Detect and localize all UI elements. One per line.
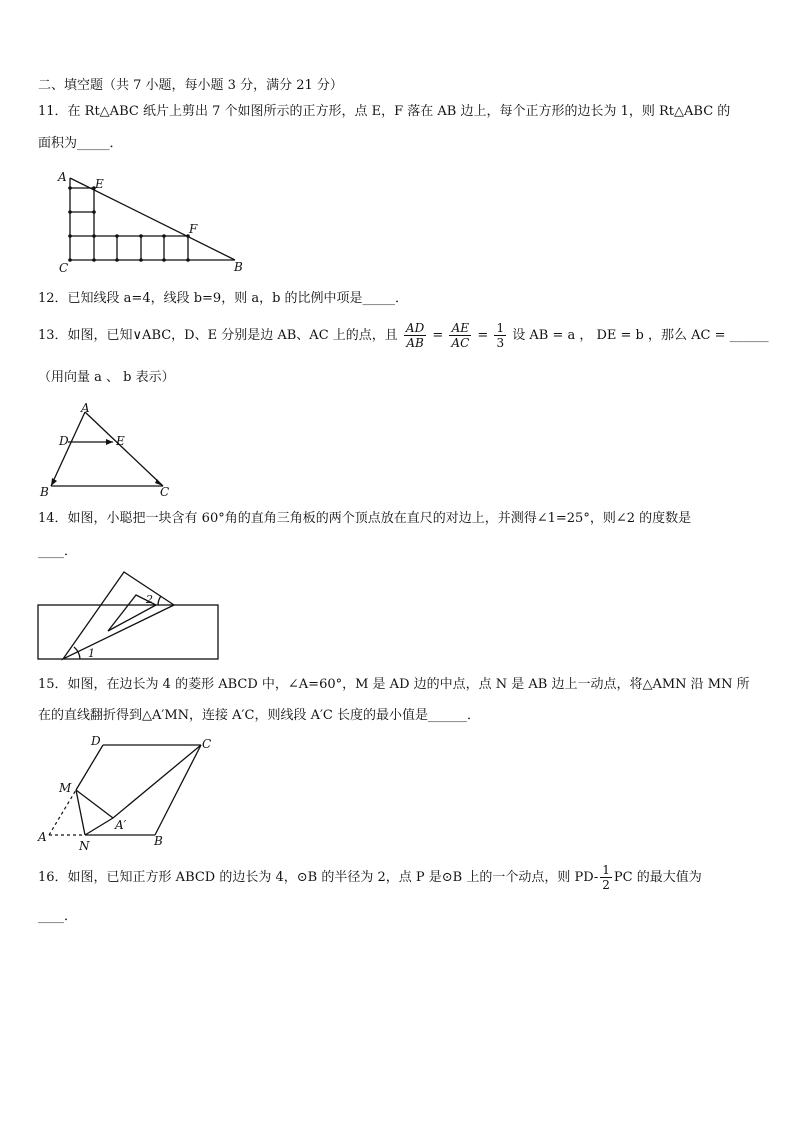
angle-1-label: 1 <box>88 647 95 660</box>
q16-frac-half: $\frac{1}{2}$ <box>602 863 610 892</box>
q13-suffix: 设 AB = a ， DE = b ，那么 AC = ______ <box>512 328 769 343</box>
q11-line1: 11．在 Rt△ABC 纸片上剪出 7 个如图所示的正方形，点 E，F 落在 AB 边上，每个正方形的边长为 1，则 Rt△ABC 的 <box>38 104 731 119</box>
q13-line1 <box>38 318 769 354</box>
label-B: B <box>154 834 163 848</box>
q13-figure <box>35 402 185 498</box>
q14-line1: 14．如图，小聪把一块含有 60°角的直角三角板的两个顶点放在直尺的对边上，并测得∠1=25°，则∠2 的度数是 <box>38 511 692 526</box>
label-A: A <box>38 830 47 844</box>
label-N: N <box>79 839 90 853</box>
label-A: A <box>81 402 90 415</box>
q16-line1 <box>38 860 702 896</box>
label-B: B <box>234 260 243 274</box>
label-D: D <box>59 434 69 448</box>
label-A-prime: A′ <box>115 818 127 832</box>
q15-line1: 15．如图，在边长为 4 的菱形 ABCD 中，∠A=60°，M 是 AD 边的中点，点 N 是 AB 边上一动点，将△AMN 沿 MN 所 <box>38 677 750 692</box>
q16-line2: ____． <box>38 909 78 924</box>
q11-line2: 面积为_____． <box>38 136 123 151</box>
q13-frac-ad-ab: $\frac{AD}{AB}$ <box>405 321 425 350</box>
label-B: B <box>40 485 49 498</box>
q13-line2: （用向量 a 、 b 表示） <box>38 370 175 385</box>
label-C: C <box>59 261 69 275</box>
q13-frac-ae-ac: $\frac{AE}{AC}$ <box>451 321 470 350</box>
q14-figure <box>36 568 222 664</box>
label-C: C <box>160 485 170 498</box>
q15-figure <box>35 733 225 853</box>
angle-2-label: 2 <box>146 593 153 606</box>
label-E: E <box>116 434 125 448</box>
label-D: D <box>91 734 101 748</box>
label-A: A <box>58 170 67 184</box>
section-title: 二、填空题（共 7 小题，每小题 3 分，满分 21 分） <box>38 78 343 93</box>
label-M: M <box>59 781 72 795</box>
q16-suffix: PC 的最大值为 <box>613 870 702 885</box>
label-E: E <box>95 177 104 191</box>
q11-figure <box>55 168 255 276</box>
q15-line2: 在的直线翻折得到△A′MN，连接 A′C，则线段 A′C 长度的最小值是______． <box>38 708 480 723</box>
q14-line2: ____． <box>38 544 78 559</box>
q13-prefix: 13．如图，已知∨ABC，D、E 分别是边 AB、AC 上的点，且 <box>38 328 398 343</box>
label-C: C <box>202 737 212 751</box>
label-F: F <box>189 222 198 236</box>
q13-eq2: = <box>477 328 489 343</box>
q16-prefix: 16．如图，已知正方形 ABCD 的边长为 4，⊙B 的半径为 2，点 P 是⊙B 上的一个动点，则 PD- <box>38 870 599 885</box>
q12-text: 12．已知线段 a=4，线段 b=9，则 a，b 的比例中项是_____． <box>38 291 409 306</box>
q13-eq1: = <box>432 328 444 343</box>
q13-frac-one-third: $\frac{1}{3}$ <box>496 321 505 350</box>
